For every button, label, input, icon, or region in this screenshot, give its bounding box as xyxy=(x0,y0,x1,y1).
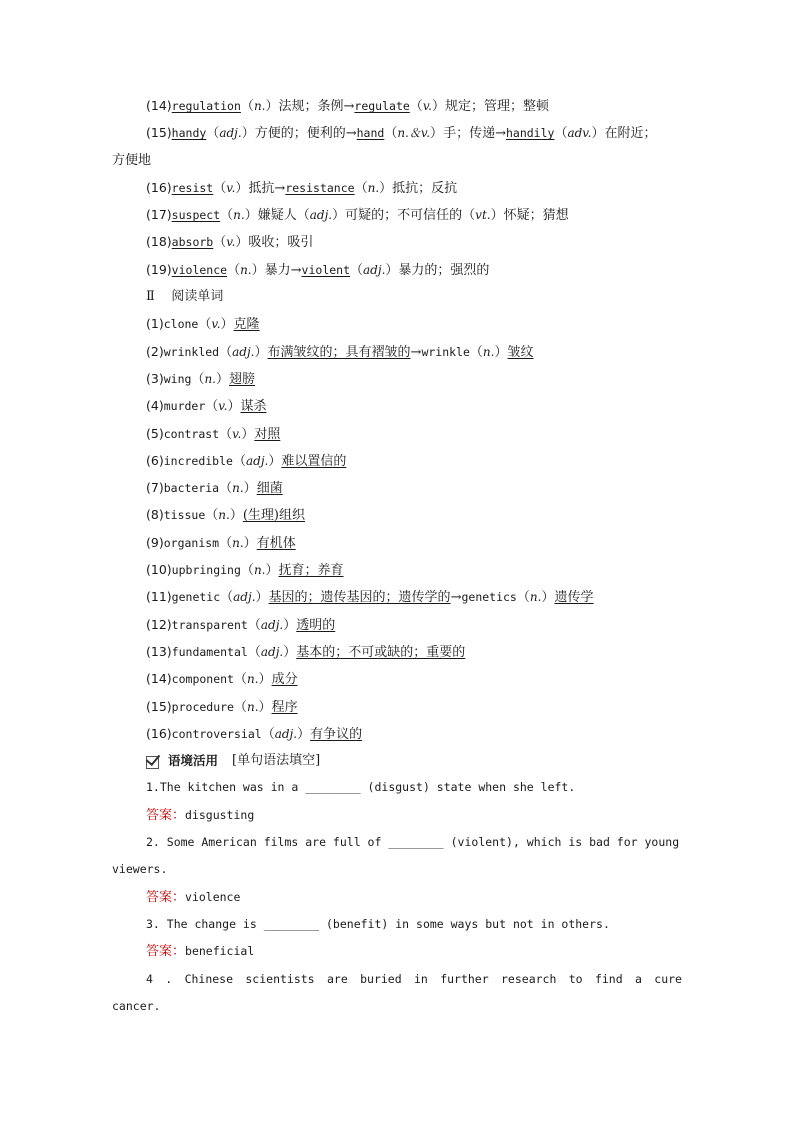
entry-pos: adj. xyxy=(233,590,256,605)
entry-pos: v. xyxy=(211,317,221,332)
entry-number: (4) xyxy=(146,398,164,414)
entry-meaning: 透明的 xyxy=(296,617,336,633)
entry-pos: adj. xyxy=(260,617,284,632)
reading-word-entry: (16)controversial（adj.）有争议的 xyxy=(146,725,363,742)
entry-meaning: (生理)组织 xyxy=(242,508,305,524)
question-4-word: find xyxy=(594,971,623,986)
entry-word: controversial xyxy=(171,726,262,741)
entry-arrow: → xyxy=(450,590,462,606)
entry-pos: n. xyxy=(218,508,230,523)
entry-number: (16) xyxy=(146,725,172,741)
question-1: 1.The kitchen was in a ________ (disgust) state when she left. xyxy=(146,780,576,795)
answer-3: 答案：beneficial xyxy=(146,944,255,960)
entry-pos: adj. xyxy=(274,726,298,741)
entry-pos: adj. xyxy=(245,453,269,468)
entry-pos: adj. xyxy=(260,644,284,659)
entry-meaning-2: 皱纹 xyxy=(507,344,534,360)
entry-meaning: 基因的；遗传基因的；遗传学的 xyxy=(268,590,451,606)
entry-number: (3) xyxy=(146,370,164,386)
vocab-entry-14: (14)regulation（n.）法规；条例→regulate（v.）规定；管理；整顿 xyxy=(146,98,550,114)
entry-word: contrast xyxy=(163,426,220,441)
entry-arrow: → xyxy=(410,344,422,360)
document-page xyxy=(112,92,682,1020)
reading-word-entry: (10)upbringing（n.）抚育；养育 xyxy=(146,562,344,579)
entry-meaning-2: 遗传学 xyxy=(554,590,594,606)
entry-meaning: 程序 xyxy=(271,699,298,715)
entry-number: (11) xyxy=(146,589,172,605)
entry-pos: n. xyxy=(247,699,259,714)
entry-meaning: 克隆 xyxy=(233,317,260,333)
reading-word-entry: (2)wrinkled（adj.）布满皱纹的；具有褶皱的→wrinkle（n.）皱纹 xyxy=(146,343,534,360)
question-4-word: in xyxy=(413,971,428,986)
checkbox-tick-icon xyxy=(146,754,162,768)
entry-number: (1) xyxy=(146,316,164,332)
question-4-word: . xyxy=(165,971,173,986)
entry-number: (6) xyxy=(146,452,164,468)
reading-word-entry: (12)transparent（adj.）透明的 xyxy=(146,616,336,633)
question-4-word: a xyxy=(634,971,642,986)
question-4-word: to xyxy=(568,971,583,986)
vocab-entry-18: (18)absorb（v.）吸收；吸引 xyxy=(146,234,314,251)
entry-pos-2: n. xyxy=(529,590,542,605)
reading-word-entry: (1)clone（v.）克隆 xyxy=(146,316,260,333)
entry-pos: adj. xyxy=(232,344,255,359)
entry-word-2: genetics xyxy=(461,590,517,605)
entry-meaning: 抚育；养育 xyxy=(278,563,344,579)
question-3: 3. The change is ________ (benefit) in some ways but not in others. xyxy=(146,916,610,931)
question-2: 2. Some American films are full of ________ (violent), which is bad for young xyxy=(146,835,680,850)
entry-number: (2) xyxy=(146,343,164,359)
entry-pos: n. xyxy=(253,563,266,578)
entry-word-2: wrinkle xyxy=(421,344,470,359)
entry-number: (7) xyxy=(146,480,164,496)
reading-word-entry: (4)murder（v.）谋杀 xyxy=(146,398,267,415)
question-2-continued: viewers. xyxy=(112,862,168,877)
entry-meaning: 细菌 xyxy=(256,481,283,497)
entry-meaning: 布满皱纹的；具有褶皱的 xyxy=(267,344,411,360)
entry-word: upbringing xyxy=(171,563,241,578)
entry-meaning: 对照 xyxy=(254,426,281,442)
reading-word-entry: (6)incredible（adj.）难以置信的 xyxy=(146,452,347,469)
entry-meaning: 翅膀 xyxy=(229,371,256,387)
entry-number: (14) xyxy=(146,671,172,687)
entry-number: (8) xyxy=(146,507,164,523)
vocab-entry-19: (19)violence（n.）暴力→violent（adj.）暴力的；强烈的 xyxy=(146,261,490,278)
vocab-entry-15: (15)handy（adj.）方便的；便利的→hand（n.＆v.）手；传递→handily（adv.）在附近； xyxy=(146,125,657,142)
entry-pos: n. xyxy=(232,535,244,550)
reading-word-entry: (9)organism（n.）有机体 xyxy=(146,534,296,551)
entry-pos: v. xyxy=(218,399,228,414)
reading-word-entry: (5)contrast（v.）对照 xyxy=(146,425,281,442)
entry-word: wing xyxy=(163,371,192,386)
question-4-continued: cancer. xyxy=(112,998,161,1013)
reading-word-entry: (15)procedure（n.）程序 xyxy=(146,698,298,715)
question-4-word: cure xyxy=(654,971,682,986)
entry-number: (10) xyxy=(146,562,172,578)
question-4-word: are xyxy=(326,971,348,986)
entry-word: tissue xyxy=(163,508,206,523)
entry-pos-2: n. xyxy=(482,344,495,359)
entry-word: wrinkled xyxy=(163,344,220,359)
question-4-word: scientists xyxy=(245,971,315,986)
reading-word-entry: (3)wing（n.）翅膀 xyxy=(146,370,256,387)
question-4-word: Chinese xyxy=(184,971,234,986)
entry-pos: n. xyxy=(204,371,216,386)
entry-word: transparent xyxy=(171,617,248,632)
entry-word: fundamental xyxy=(171,644,248,659)
vocab-entry-17: (17)suspect（n.）嫌疑人（adj.）可疑的；不可信任的（vt.）怀疑；猜想 xyxy=(146,207,569,224)
entry-word: murder xyxy=(163,399,206,414)
reading-word-entry: (7)bacteria（n.）细菌 xyxy=(146,480,283,497)
question-4 xyxy=(112,966,682,993)
entry-meaning: 成分 xyxy=(271,672,298,688)
entry-pos: v. xyxy=(232,426,242,441)
entry-word: organism xyxy=(163,535,220,550)
question-4-word: research xyxy=(501,971,557,986)
entry-meaning: 难以置信的 xyxy=(281,453,347,469)
entry-number: (13) xyxy=(146,643,172,659)
entry-word: genetic xyxy=(171,590,221,605)
answer-2: 答案：violence xyxy=(146,889,241,905)
entry-meaning: 有争议的 xyxy=(310,726,363,742)
entry-number: (15) xyxy=(146,698,172,714)
reading-words-list xyxy=(112,310,682,747)
section-heading-reading-words: Ⅱ 阅读单词 xyxy=(146,289,224,305)
answer-1: 答案：disgusting xyxy=(146,807,255,823)
entry-pos: n. xyxy=(247,672,259,687)
question-4-word: 4 xyxy=(146,971,153,986)
entry-word: procedure xyxy=(171,699,234,714)
practice-heading: 语境活用 [单句语法填空] xyxy=(112,747,682,774)
entry-number: (12) xyxy=(146,616,172,632)
entry-meaning: 谋杀 xyxy=(240,399,267,415)
reading-word-entry: (14)component（n.）成分 xyxy=(146,671,298,688)
entry-meaning: 基本的；不可或缺的；重要的 xyxy=(296,644,466,660)
entry-word: clone xyxy=(163,317,199,332)
reading-word-entry: (13)fundamental（adj.）基本的；不可或缺的；重要的 xyxy=(146,643,466,660)
reading-word-entry: (8)tissue（n.）(生理)组织 xyxy=(146,507,305,524)
vocab-entry-15-continued: 方便地 xyxy=(112,152,152,168)
question-4-word: further xyxy=(440,971,489,986)
entry-number: (9) xyxy=(146,534,164,550)
reading-word-entry: (11)genetic（adj.）基因的；遗传基因的；遗传学的→genetics（n.）遗传学 xyxy=(146,589,594,606)
entry-pos: n. xyxy=(232,481,244,496)
vocab-entry-16: (16)resist（v.）抵抗→resistance（n.）抵抗；反抗 xyxy=(146,179,458,196)
entry-meaning: 有机体 xyxy=(256,535,296,551)
entry-word: component xyxy=(171,672,234,687)
entry-number: (5) xyxy=(146,425,164,441)
question-4-word: buried xyxy=(360,971,402,986)
entry-word: incredible xyxy=(163,453,233,468)
entry-word: bacteria xyxy=(163,481,220,496)
